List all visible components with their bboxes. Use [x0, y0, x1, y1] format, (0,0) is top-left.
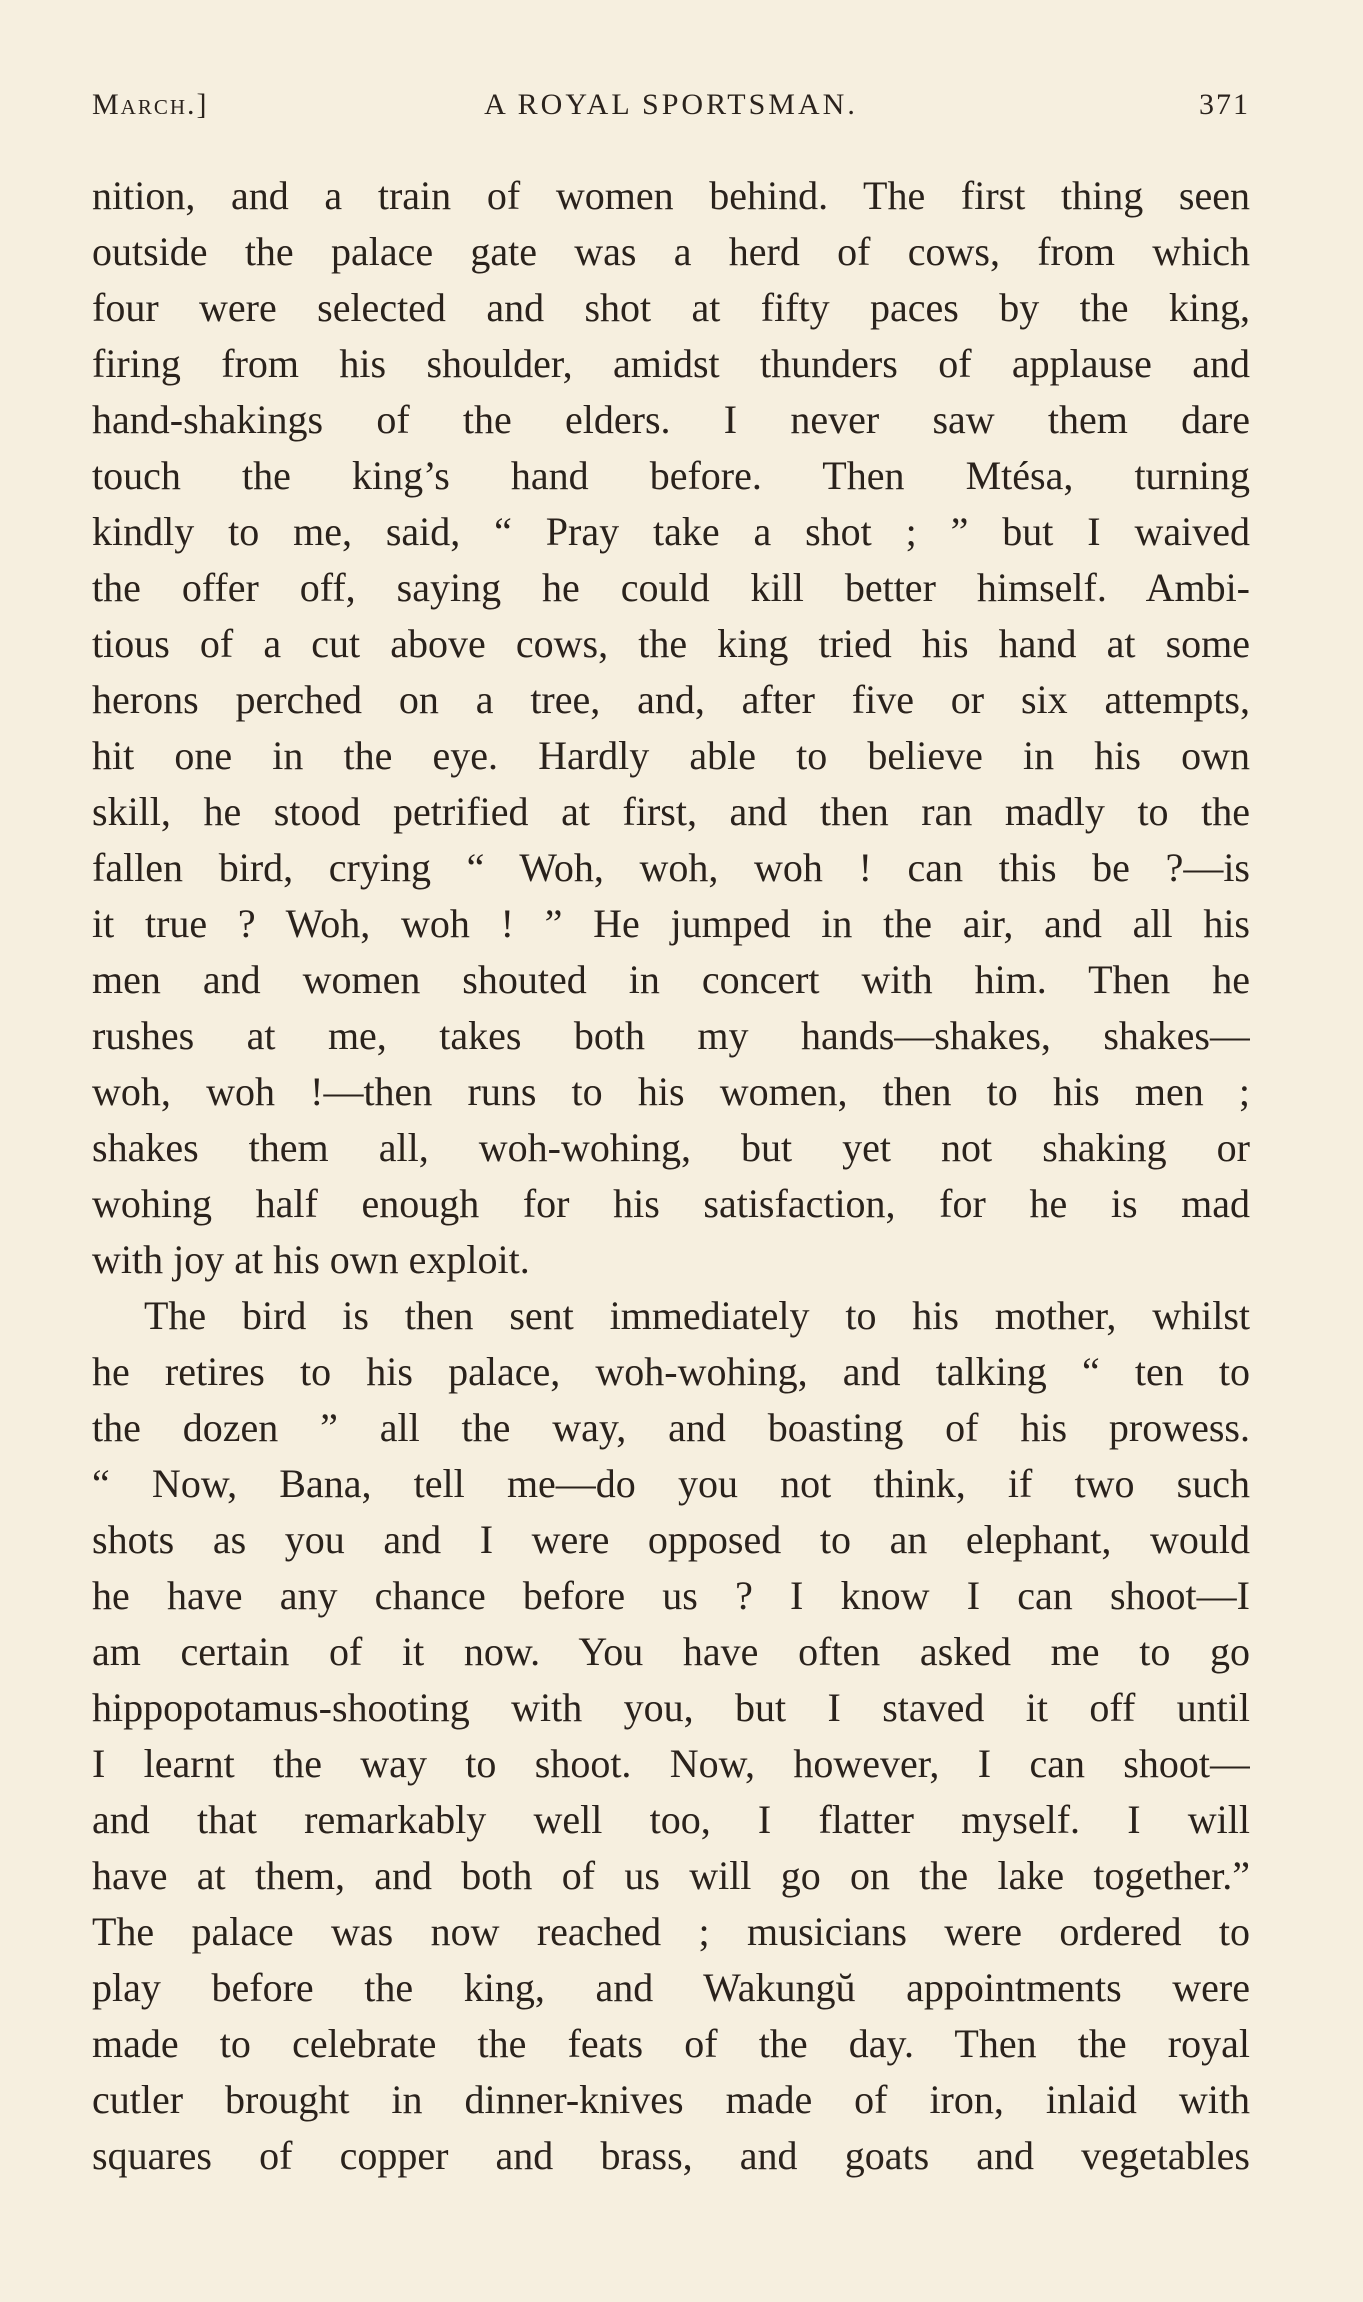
paragraph	[92, 168, 1250, 1288]
text-line: The bird is then sent immediately to his mother, whilst	[144, 1293, 1250, 1338]
text-line: men and women shouted in concert with him. Then he	[92, 957, 1250, 1002]
running-head-month: March.]	[92, 88, 209, 121]
text-line: made to celebrate the feats of the day. Then the royal	[92, 2021, 1250, 2066]
page-number: 371	[1199, 88, 1250, 121]
text-line: play before the king, and Wakungŭ appointments were	[92, 1965, 1250, 2010]
text-line: firing from his shoulder, amidst thunders of applause and	[92, 341, 1250, 386]
text-line: squares of copper and brass, and goats and vegetables	[92, 2133, 1250, 2178]
text-line: touch the king’s hand before. Then Mtésa, turning	[92, 453, 1250, 498]
text-line: the dozen ” all the way, and boasting of his prowess.	[92, 1405, 1250, 1450]
text-line: hippopotamus-shooting with you, but I staved it off until	[92, 1685, 1250, 1730]
paragraph	[92, 1288, 1250, 2184]
text-line: kindly to me, said, “ Pray take a shot ; ” but I waived	[92, 509, 1250, 554]
text-line: skill, he stood petrified at first, and then ran madly to the	[92, 789, 1250, 834]
text-line: outside the palace gate was a herd of cows, from which	[92, 229, 1250, 274]
text-line: herons perched on a tree, and, after five or six attempts,	[92, 677, 1250, 722]
text-line: The palace was now reached ; musicians were ordered to	[92, 1909, 1250, 1954]
text-line: cutler brought in dinner-knives made of iron, inlaid with	[92, 2077, 1250, 2122]
text-line: woh, woh !—then runs to his women, then to his men ;	[92, 1069, 1250, 1114]
text-line: shakes them all, woh-wohing, but yet not shaking or	[92, 1125, 1250, 1170]
text-line: “ Now, Bana, tell me—do you not think, if two such	[92, 1461, 1250, 1506]
text-line: it true ? Woh, woh ! ” He jumped in the air, and all his	[92, 901, 1250, 946]
text-line: shots as you and I were opposed to an elephant, would	[92, 1517, 1250, 1562]
text-line: fallen bird, crying “ Woh, woh, woh ! can this be ?—is	[92, 845, 1250, 890]
text-line: am certain of it now. You have often asked me to go	[92, 1629, 1250, 1674]
text-line: I learnt the way to shoot. Now, however, I can shoot—	[92, 1741, 1250, 1786]
text-line: rushes at me, takes both my hands—shakes, shakes—	[92, 1013, 1250, 1058]
running-head-title: A ROYAL SPORTSMAN.	[484, 88, 858, 121]
text-line: hand-shakings of the elders. I never saw them dare	[92, 397, 1250, 442]
text-line: wohing half enough for his satisfaction, for he is mad	[92, 1181, 1250, 1226]
text-line: he retires to his palace, woh-wohing, and talking “ ten to	[92, 1349, 1250, 1394]
text-line: hit one in the eye. Hardly able to believe in his own	[92, 733, 1250, 778]
text-line: have at them, and both of us will go on the lake together.”	[92, 1853, 1250, 1898]
text-line: he have any chance before us ? I know I can shoot—I	[92, 1573, 1250, 1618]
text-line: the offer off, saying he could kill better himself. Ambi-	[92, 565, 1250, 610]
text-line: and that remarkably well too, I flatter myself. I will	[92, 1797, 1250, 1842]
text-line: tious of a cut above cows, the king tried his hand at some	[92, 621, 1250, 666]
text-line: with joy at his own exploit.	[92, 1237, 530, 1282]
text-line: nition, and a train of women behind. The first thing seen	[92, 173, 1250, 218]
text-line: four were selected and shot at fifty paces by the king,	[92, 285, 1250, 330]
body-text	[92, 168, 1250, 2184]
running-head	[92, 88, 1250, 128]
